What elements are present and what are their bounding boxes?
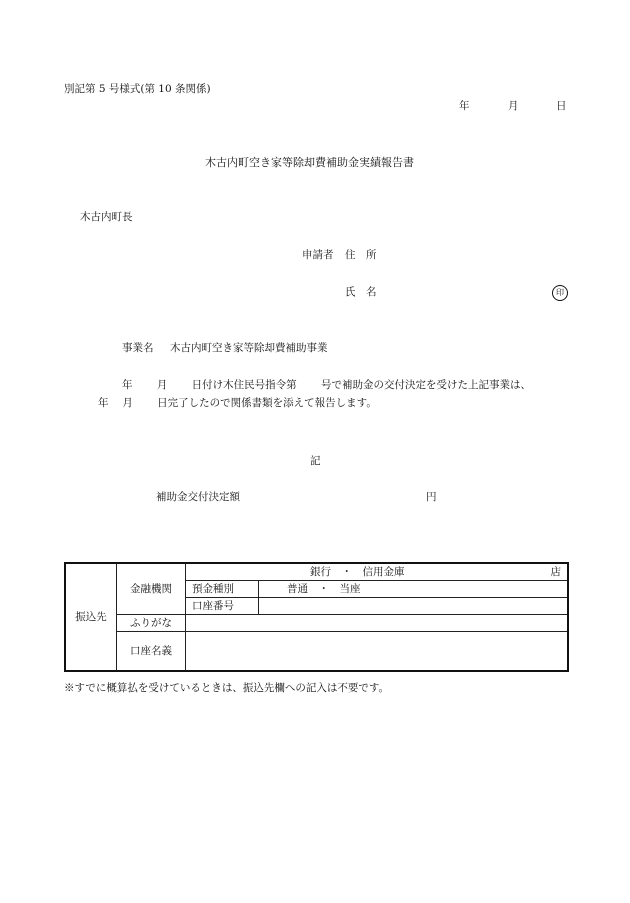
bank-text: 銀行 ・ 信用金庫 xyxy=(310,566,405,578)
project-label: 事業名 xyxy=(122,342,154,354)
table-row xyxy=(65,615,568,632)
addressee: 木古内町長 xyxy=(80,211,133,223)
deposit-type-label: 預金種別 xyxy=(186,581,259,598)
date-month-label: 月 xyxy=(508,100,519,112)
account-name-value[interactable] xyxy=(186,632,569,672)
transfer-note: ※すでに概算払を受けているときは、振込先欄への記入は不要です。 xyxy=(64,682,389,694)
account-name-label: 口座名義 xyxy=(117,632,186,672)
applicant-address-label: 住 所 xyxy=(345,249,377,261)
transfer-main-label: 振込先 xyxy=(65,563,117,671)
furigana-value[interactable] xyxy=(186,615,569,632)
bank-cell[interactable] xyxy=(186,563,569,581)
transfer-table xyxy=(64,562,569,672)
account-no-label: 口座番号 xyxy=(186,598,259,615)
amount-unit: 円 xyxy=(426,491,437,503)
account-no-value[interactable] xyxy=(259,598,569,615)
table-row xyxy=(65,563,568,581)
table-row xyxy=(65,632,568,672)
body-line-2: 年 月 日完了したので関係書類を添えて報告します。 xyxy=(98,397,377,409)
institution-label: 金融機関 xyxy=(117,563,186,615)
ki-heading: 記 xyxy=(310,455,321,467)
date-year-label: 年 xyxy=(459,100,470,112)
document-title: 木古内町空き家等除却費補助金実績報告書 xyxy=(205,156,414,169)
project-name: 木古内町空き家等除却費補助事業 xyxy=(170,342,328,354)
furigana-label: ふりがな xyxy=(117,615,186,632)
body-line-1: 年 月 日付け木住民号指令第 号で補助金の交付決定を受けた上記事業は、 xyxy=(122,379,532,391)
applicant-role-label: 申請者 xyxy=(302,249,334,261)
branch-text: 店 xyxy=(550,566,561,578)
seal-icon: 印 xyxy=(552,285,568,301)
applicant-name-label: 氏 名 xyxy=(345,286,377,298)
form-id: 別記第 5 号様式(第 10 条関係) xyxy=(64,83,211,95)
date-day-label: 日 xyxy=(556,100,567,112)
deposit-type-value[interactable]: 普通 ・ 当座 xyxy=(259,581,569,598)
amount-label: 補助金交付決定額 xyxy=(156,491,240,503)
